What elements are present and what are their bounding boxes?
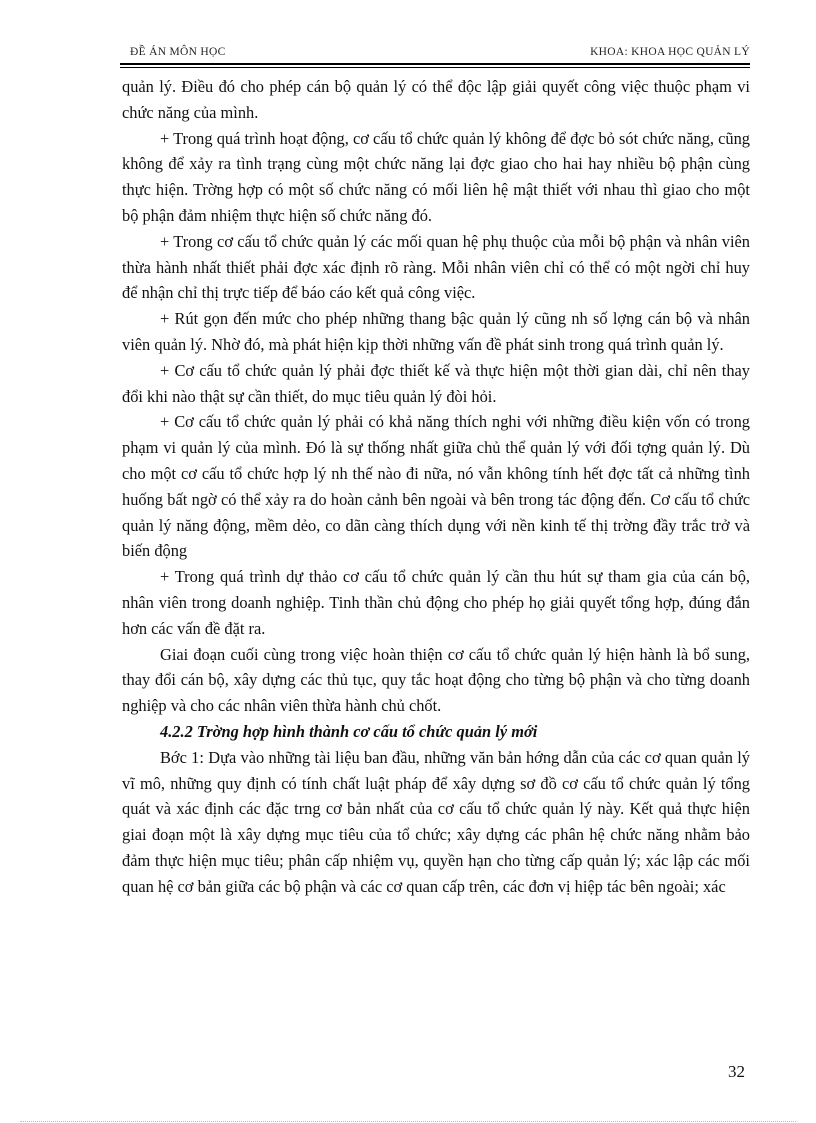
body-paragraph: + Cơ cấu tổ chức quản lý phải có khả năng thích nghi với những điều kiện vốn có trong phạm vi quản lý của mình. Đó là sự thống nhất giữa chủ thể quản lý với đối tợng quản lý. Dù cho một cơ cấu tổ chức hợp lý nh thế nào đi nữa, nó vẫn không tính hết đợc tất cả những tình huống bất ngờ có thể xảy ra do hoàn cảnh bên ngoài và bên trong tác động đến. Cơ cấu tổ chức quản lý năng động, mềm dẻo, co dãn càng thích dụng với nền kinh tế thị trờng đầy trắc trở và biến động (122, 412, 750, 561)
body-paragraph: + Trong cơ cấu tổ chức quản lý các mối quan hệ phụ thuộc của mỗi bộ phận và nhân viên thừa hành nhất thiết phải đợc xác định rõ ràng. Mỗi nhân viên chỉ có thể có một ngời chỉ huy để nhận chỉ thị trực tiếp để báo cáo kết quả công việc. (122, 231, 750, 303)
body-paragraph: + Trong quá trình dự thảo cơ cấu tổ chức quản lý cần thu hút sự tham gia của cán bộ, nhân viên trong doanh nghiệp. Tinh thần chủ động cho phép họ giải quyết tổng hợp, đúng đắn hơn các vấn đề đặt ra. (122, 567, 750, 638)
document-body (122, 74, 750, 900)
body-paragraph: + Rút gọn đến mức cho phép những thang bậc quản lý cũng nh số lợng cán bộ và nhân viên quản lý. Nhờ đó, mà phát hiện kịp thời những vấn đề phát sinh trong quá trình quản lý. (122, 309, 750, 354)
body-paragraph: + Cơ cấu tổ chức quản lý phải đợc thiết kế và thực hiện một thời gian dài, chỉ nên thay đổi khi nào thật sự cần thiết, do mục tiêu quản lý đòi hỏi. (122, 360, 750, 406)
header-left-text: ĐỀ ÁN MÔN HỌC (130, 46, 226, 58)
body-paragraph: Giai đoạn cuối cùng trong việc hoàn thiện cơ cấu tổ chức quản lý hiện hành là bổ sung, thay đổi cán bộ, xây dựng các thủ tục, quy tắc hoạt động cho từng bộ phận và cho từng doanh nghiệp và cho các nhân viên thừa hành chủ chốt. (122, 644, 750, 716)
header-rule-thin (120, 67, 750, 68)
section-heading: 4.2.2 Trờng hợp hình thành cơ cấu tổ chức quản lý mới (160, 721, 538, 741)
body-paragraph: quản lý. Điều đó cho phép cán bộ quản lý có thể độc lập giải quyết công việc thuộc phạm vi chức năng của mình. (122, 77, 750, 122)
header-rule-thick (120, 63, 750, 65)
body-paragraph: Bớc 1: Dựa vào những tài liệu ban đầu, những văn bản hớng dẫn của các cơ quan quản lý vĩ mô, những quy định có tính chất luật pháp để xây dựng sơ đồ cơ cấu tổ chức quản lý tổng quát và xác định các đặc trng cơ bản nhất của cơ cấu tổ chức quản lý này. Kết quả thực hiện giai đoạn một là xây dựng mục tiêu của tổ chức; xây dựng các phân hệ chức năng nhằm bảo đảm thực hiện mục tiêu; phân cấp nhiệm vụ, quyền hạn cho từng cấp quản lý; xác lập các mối quan hệ cơ bản giữa các bộ phận và các cơ quan cấp trên, các đơn vị hiệp tác bên ngoài; xác (122, 747, 750, 896)
body-paragraph: + Trong quá trình hoạt động, cơ cấu tổ chức quản lý không để đợc bỏ sót chức năng, cũng không để xảy ra tình trạng cùng một chức năng lại đợc giao cho hai hay nhiều bộ phận cùng thực hiện. Trờng hợp có một số chức năng có mối liên hệ mật thiết với nhau thì giao cho một bộ phận đảm nhiệm thực hiện số chức năng đó. (122, 128, 750, 225)
page-bottom-divider (20, 1121, 796, 1122)
page-header (120, 42, 750, 64)
page-number: 32 (728, 1062, 745, 1081)
header-right-text: KHOA: KHOA HỌC QUẢN LÝ (590, 46, 750, 58)
